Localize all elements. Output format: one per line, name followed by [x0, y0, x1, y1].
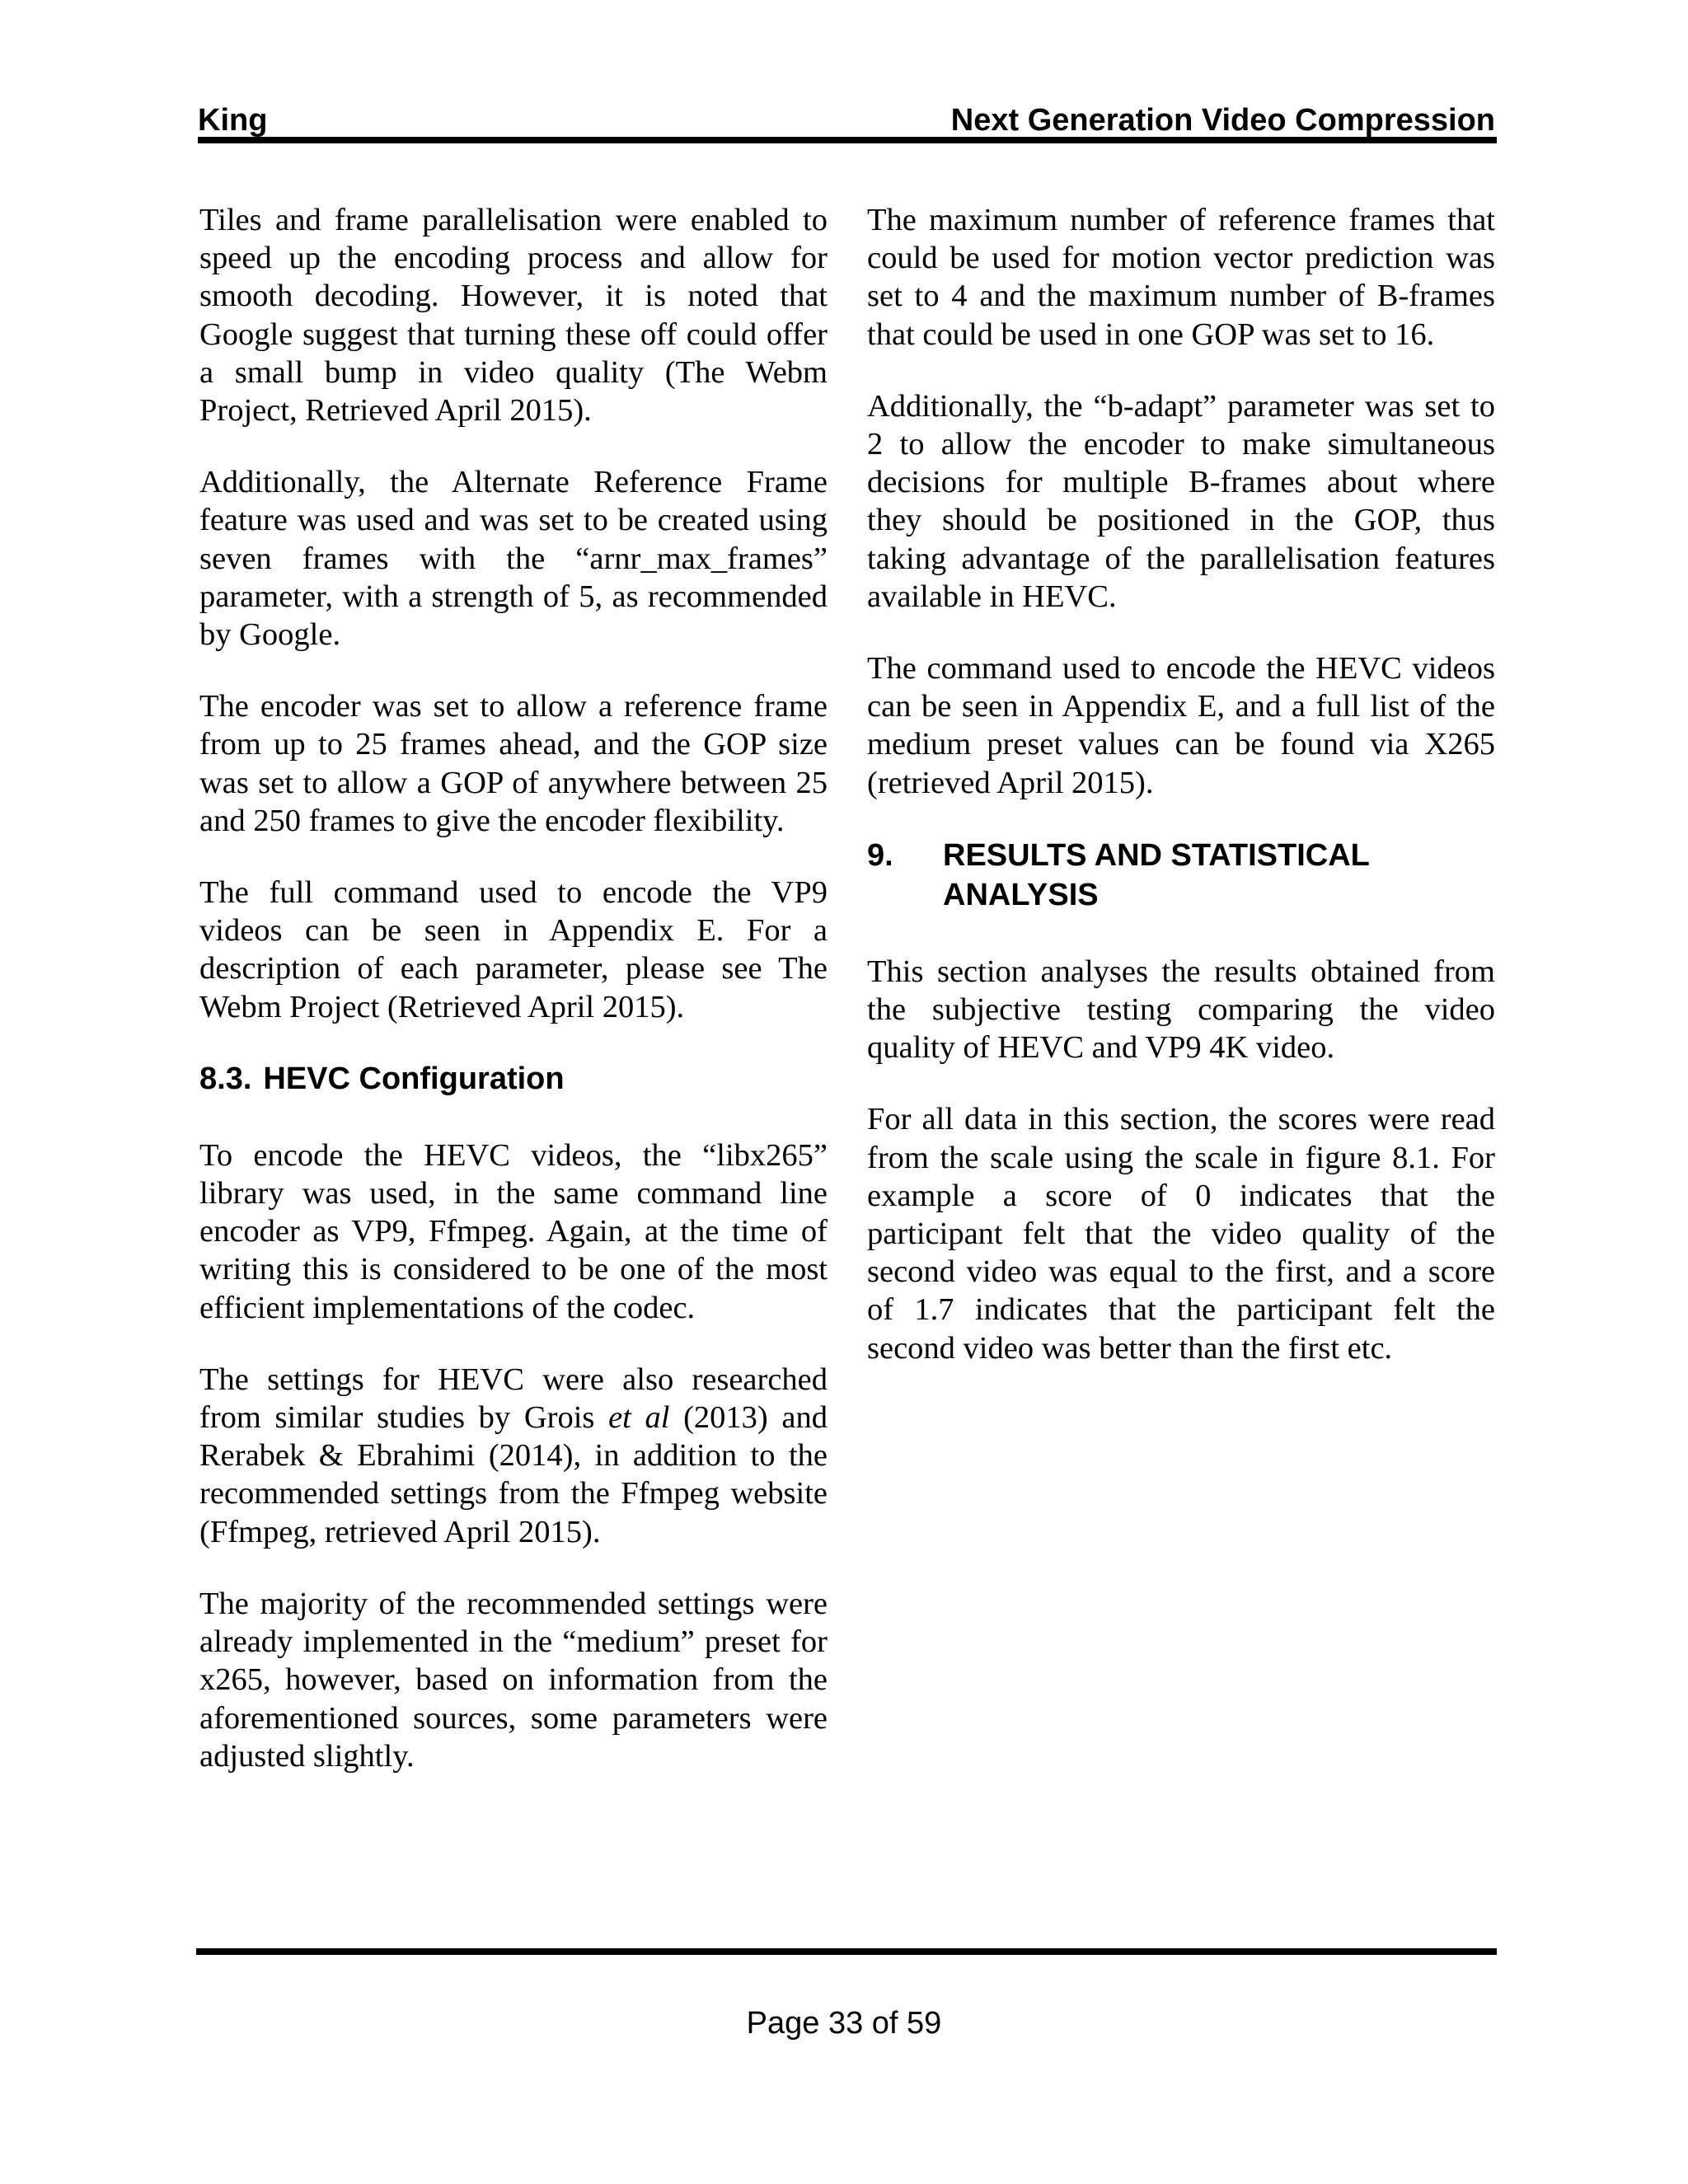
left-column: [199, 201, 828, 1809]
section-heading-8-3: [199, 1060, 828, 1098]
paragraph: Additionally, the “b-adapt” parameter was set to 2 to allow the encoder to make simultaneous decisions for multiple B-frames about where they should be positioned in the GOP, thus taking advantage of the parallelisation features available in HEVC.: [867, 388, 1495, 614]
paragraph: The maximum number of reference frames that could be used for motion vector prediction was set to 4 and the maximum number of B-frames that could be used in one GOP was set to 16.: [867, 203, 1495, 352]
paragraph: Additionally, the Alternate Reference Frame feature was used and was set to be created using seven frames with the “arnr_max_frames” parameter, with a strength of 5, as recommended by Google.: [199, 465, 828, 653]
paragraph: Tiles and frame parallelisation were enabled to speed up the encoding process and allow for smooth decoding. However, it is noted that Google suggest that turning these off could offer a small bump in video quality (The Webm Project, Retrieved April 2015).: [199, 203, 828, 429]
heading-text: RESULTS AND STATISTICAL ANALYSIS: [943, 837, 1370, 912]
header-rule: [198, 137, 1497, 143]
heading-number: 8.3.: [199, 1061, 252, 1096]
right-column: [867, 201, 1495, 1401]
header-title: Next Generation Video Compression: [950, 103, 1495, 138]
paragraph: This section analyses the results obtained from the subjective testing comparing the video quality of HEVC and VP9 4K video.: [867, 954, 1495, 1066]
paragraph: The full command used to encode the VP9 videos can be seen in Appendix E. For a description of each parameter, please see The Webm Project (Retrieved April 2015).: [199, 875, 828, 1024]
paragraph-text: The settings for HEVC were also researched from similar studies by Grois: [199, 1361, 828, 1436]
paragraph: The command used to encode the HEVC videos can be seen in Appendix E, and a full list of the medium preset values can be found via X265 (retrieved April 2015).: [867, 651, 1495, 800]
footer-rule: [196, 1948, 1497, 1955]
heading-text: HEVC Configuration: [263, 1061, 565, 1096]
heading-number: 9.: [867, 837, 893, 873]
paragraph: [199, 1361, 828, 1551]
italic-text: et al: [608, 1400, 670, 1436]
paragraph: For all data in this section, the scores were read from the scale using the scale in figure 8.1. For example a score of 0 indicates that the participant felt that the video quality of the second video was equal to the first, and a score of 1.7 indicates that the participant felt the second video was better than the first etc.: [867, 1102, 1495, 1366]
section-heading-9: [867, 836, 1495, 915]
paragraph: To encode the HEVC videos, the “libx265” library was used, in the same command line encoder as VP9, Ffmpeg. Again, at the time of writing this is considered to be one of the most efficient implementations of the codec.: [199, 1137, 828, 1325]
paragraph: The majority of the recommended settings were already implemented in the “medium” preset for x265, however, based on information from the aforementioned sources, some parameters were adjusted slightly.: [199, 1586, 828, 1774]
paragraph: The encoder was set to allow a reference frame from up to 25 frames ahead, and the GOP size was set to allow a GOP of anywhere between 25 and 250 frames to give the encoder flexibility.: [199, 689, 828, 838]
paragraph-text: (2013) and Rerabek & Ebrahimi (2014), in addition to the recommended settings from the Ffmpeg website (Ffmpeg, retrieved April 2015).: [199, 1400, 828, 1549]
header-author: King: [198, 103, 268, 138]
page-number: Page 33 of 59: [746, 2006, 942, 2041]
